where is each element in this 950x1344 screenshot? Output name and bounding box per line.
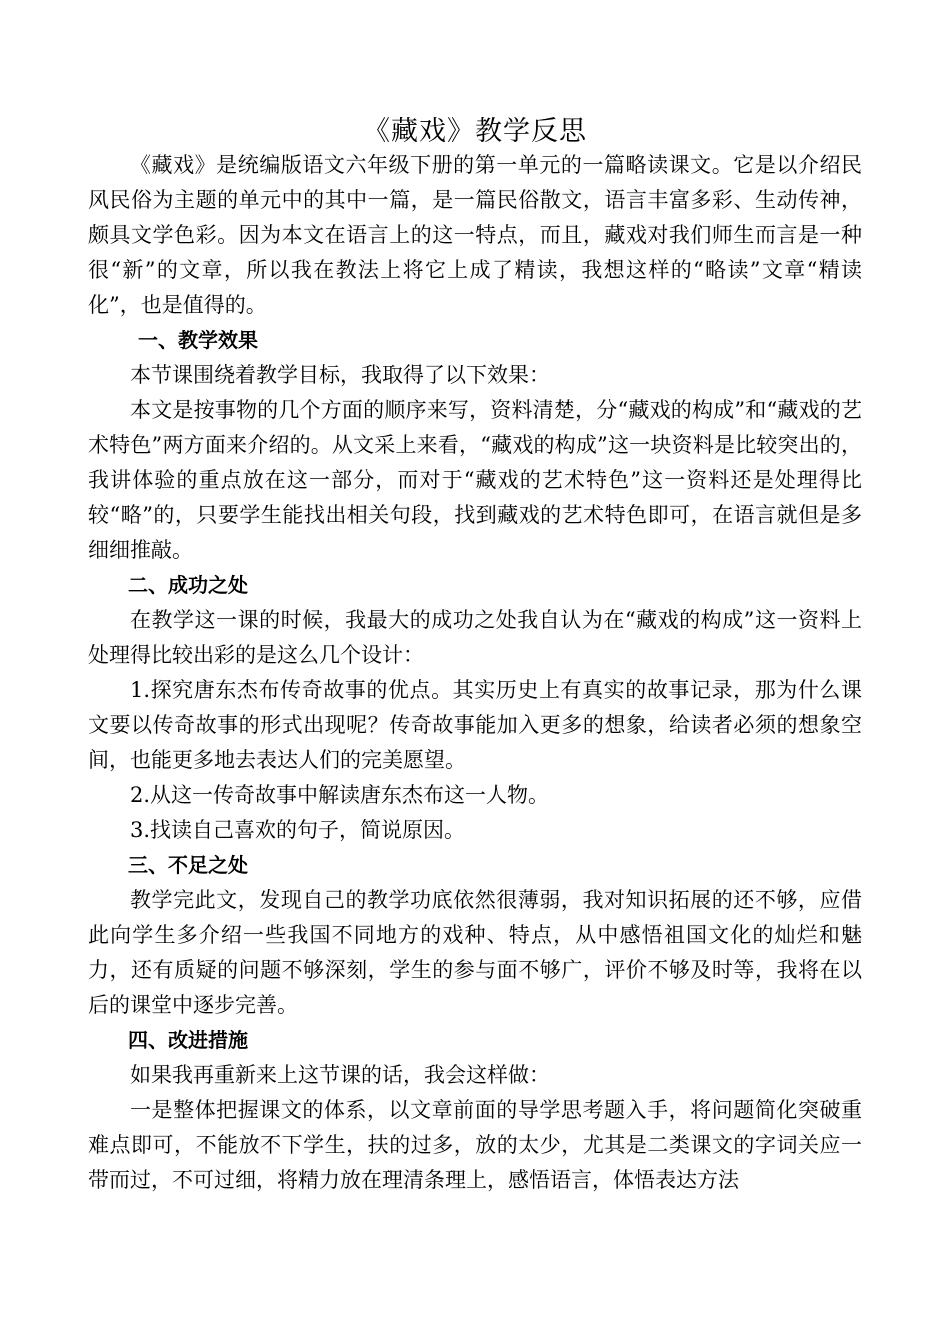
- section-heading-teaching-effect: 一、教学效果: [138, 328, 258, 352]
- section1-paragraph-1: 本节课围绕着教学目标，我取得了以下效果：: [130, 363, 550, 387]
- section1-paragraph-2: 本文是按事物的几个方面的顺序来写，资料清楚，分“藏戏的构成”和“藏戏的艺术特色”两方面来介绍的。从文采上来看，“藏戏的构成”这一块资料是比较突出的，我讲体验的重点放在这一部分，而对于“藏戏的艺术特色”这一资料还是处理得比较“略”的，只要学生能找出相关句段，找到藏戏的艺术特色即可，在语言就但是多细细推敲。: [88, 398, 862, 562]
- document-title: 《藏戏》教学反思: [363, 116, 587, 147]
- section2-list-item-1: 1.探究唐东杰布传奇故事的优点。其实历史上有真实的故事记录，那为什么课文要以传奇故事的形式出现呢？传奇故事能加入更多的想象，给读者必须的想象空间，也能更多地去表达人们的完美愿望。: [88, 678, 862, 772]
- section4-paragraph-1: 如果我再重新来上这节课的话，我会这样做：: [130, 1063, 550, 1087]
- intro-paragraph: 《藏戏》是统编版语文六年级下册的第一单元的一篇略读课文。它是以介绍民风民俗为主题的单元中的其中一篇，是一篇民俗散文，语言丰富多彩、生动传神，颇具文学色彩。因为本文在语言上的这一特点，而且，藏戏对我们师生而言是一种很“新”的文章，所以我在教法上将它上成了精读，我想这样的“略读”文章“精读化”，也是值得的。: [88, 153, 862, 317]
- section-heading-success: 二、成功之处: [128, 573, 248, 597]
- section2-list-item-3: 3.找读自己喜欢的句子，简说原因。: [130, 818, 466, 842]
- section2-paragraph-1: 在教学这一课的时候，我最大的成功之处我自认为在“藏戏的构成”这一资料上处理得比较出彩的是这么几个设计：: [88, 608, 862, 667]
- document-page: [88, 112, 862, 1198]
- section4-paragraph-2: 一是整体把握课文的体系，以文章前面的导学思考题入手，将问题简化突破重难点即可，不能放不下学生，扶的过多，放的太少，尤其是二类课文的字词关应一带而过，不可过细，将精力放在理清条理上，感悟语言，体悟表达方法: [88, 1098, 862, 1192]
- section2-list-item-2: 2.从这一传奇故事中解读唐东杰布这一人物。: [130, 783, 550, 807]
- section-heading-shortcomings: 三、不足之处: [128, 853, 248, 877]
- section-heading-improvements: 四、改进措施: [128, 1028, 248, 1052]
- section3-paragraph-1: 教学完此文，发现自己的教学功底依然很薄弱，我对知识拓展的还不够，应借此向学生多介绍一些我国不同地方的戏种、特点，从中感悟祖国文化的灿烂和魅力，还有质疑的问题不够深刻，学生的参与面不够广，评价不够及时等，我将在以后的课堂中逐步完善。: [88, 888, 862, 1017]
